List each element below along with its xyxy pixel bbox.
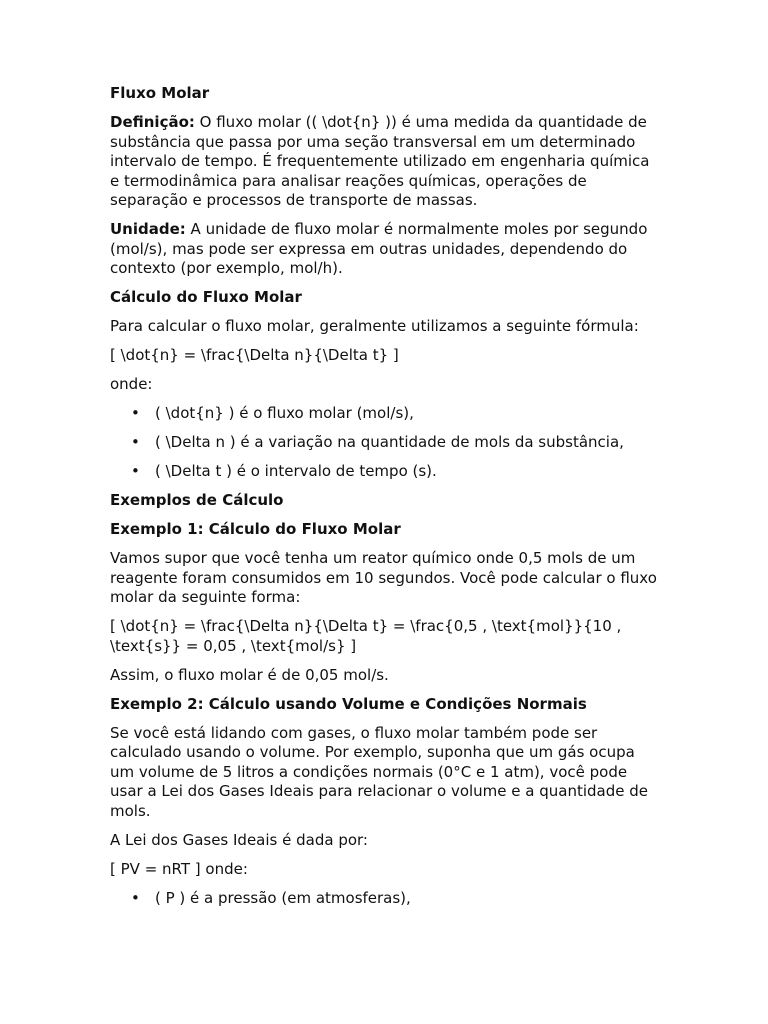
example-1-text: Vamos supor que você tenha um reator químico onde 0,5 mols de um reagente foram consumidos em 10 segundos. Você pode calcular o fluxo molar da seguinte forma:	[110, 549, 657, 606]
list-item	[110, 889, 660, 909]
definition-paragraph	[110, 113, 660, 211]
definition-label: Definição:	[110, 113, 195, 131]
list-item-text: ( \Delta n ) é a variação na quantidade de mols da substância,	[155, 433, 624, 451]
list-item	[110, 404, 660, 424]
definition-text: O fluxo molar (( \dot{n} )) é uma medida da quantidade de substância que passa por uma seção transversal em um determinado intervalo de tempo. É frequentemente utilizado em engenharia química e termodinâmica para analisar reações químicas, operações de separação e processos de transporte de massas.	[110, 113, 650, 209]
variable-list	[110, 404, 660, 482]
list-item	[110, 433, 660, 453]
where-label: onde:	[110, 375, 153, 393]
document-title: Fluxo Molar	[110, 84, 210, 102]
example-2-heading: Exemplo 2: Cálculo usando Volume e Condições Normais	[110, 694, 587, 713]
bullet-icon: •	[131, 433, 140, 451]
unit-label: Unidade:	[110, 220, 186, 238]
molar-flow-formula: [ \dot{n} = \frac{\Delta n}{\Delta t} ]	[110, 346, 399, 364]
document-page	[110, 84, 660, 918]
bullet-icon: •	[131, 404, 140, 422]
list-item-text: ( P ) é a pressão (em atmosferas),	[155, 888, 411, 907]
ideal-gas-law-intro: A Lei dos Gases Ideais é dada por:	[110, 830, 368, 849]
list-item-text: ( \Delta t ) é o intervalo de tempo (s).	[155, 462, 437, 480]
bullet-icon: •	[131, 888, 140, 907]
calculation-heading: Cálculo do Fluxo Molar	[110, 288, 302, 306]
bullet-icon: •	[131, 462, 140, 480]
unit-text: A unidade de fluxo molar é normalmente moles por segundo (mol/s), mas pode ser expressa em outras unidades, dependendo do contexto (por exemplo, mol/h).	[110, 220, 648, 277]
example-1-result: Assim, o fluxo molar é de 0,05 mol/s.	[110, 665, 389, 684]
example-2-text: Se você está lidando com gases, o fluxo molar também pode ser calculado usando o volume. Por exemplo, suponha que um gás ocupa um volume de 5 litros a condições normais (0°C e 1 atm), você pode usar a Lei dos Gases Ideais para relacionar o volume e a quantidade de mols.	[110, 723, 648, 820]
examples-heading: Exemplos de Cálculo	[110, 491, 284, 509]
calculation-intro: Para calcular o fluxo molar, geralmente utilizamos a seguinte fórmula:	[110, 317, 639, 335]
example-1-formula: [ \dot{n} = \frac{\Delta n}{\Delta t} = \frac{0,5 , \text{mol}}{10 , \text{s}} = 0,05 , \text{mol/s} ]	[110, 617, 622, 655]
list-item	[110, 462, 660, 482]
gas-variable-list	[110, 889, 660, 909]
example-1-heading: Exemplo 1: Cálculo do Fluxo Molar	[110, 520, 401, 538]
list-item-text: ( \dot{n} ) é o fluxo molar (mol/s),	[155, 404, 414, 422]
unit-paragraph	[110, 220, 660, 279]
ideal-gas-law-formula: [ PV = nRT ] onde:	[110, 859, 248, 878]
